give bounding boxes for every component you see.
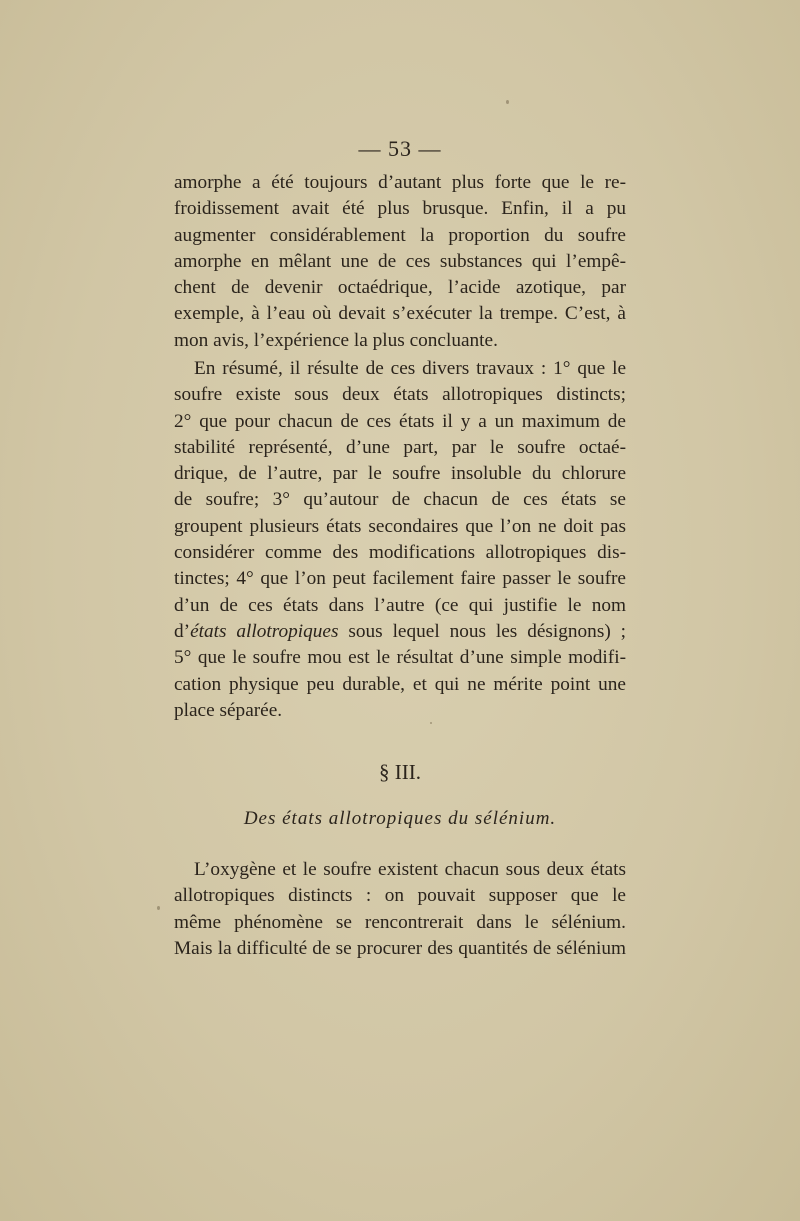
section-mark: § III. [379,760,421,784]
paragraph-2 [174,356,626,724]
text-line: amorphe en mêlant une de ces substances qui l’empê- [174,250,626,272]
text-line: stabilité représenté, d’une part, par le soufre octaé- [174,436,626,458]
text-line: 2° que pour chacun de ces états il y a un maximum de [174,410,626,432]
italic-term: états allotropiques [190,620,339,642]
text-fragment: d’ [174,620,191,642]
text-line: froidissement avait été plus brusque. Enfin, il a pu [174,198,626,220]
text-fragment: sous lequel nous les désignons) ; [338,620,626,642]
paragraph-1 [174,170,626,354]
text-line: cation physique peu durable, et qui ne mérite point une [174,673,626,695]
paper-speck [157,906,160,910]
text-line: mon avis, l’expérience la plus concluante. [174,329,498,351]
text-line: L’oxygène et le soufre existent chacun sous deux états [194,859,626,880]
text-line: chent de devenir octaédrique, l’acide azotique, par [174,277,626,299]
text-line: groupent plusieurs états secondaires que l’on ne doit pas [174,515,626,537]
page-number: — 53 — [358,136,442,161]
text-line: allotropiques distincts : on pouvait supposer que le [174,885,626,907]
text-line: place séparée. [174,699,283,721]
text-line: d’un de ces états dans l’autre (ce qui justifie le nom [174,594,626,616]
text-line-with-italic [174,619,626,645]
text-line: même phénomène se rencontrerait dans le sélénium. [174,911,626,933]
text-line: exemple, à l’eau où devait s’exécuter la trempe. C’est, à [174,303,626,325]
text-line: En résumé, il résulte de ces divers travaux : 1° que le [194,358,626,379]
text-line: augmenter considérablement la proportion du soufre [174,224,626,246]
text-line: tinctes; 4° que l’on peut facilement faire passer le soufre [174,568,626,590]
section-title: Des états allotropiques du sélénium. [243,808,557,829]
text-line: considérer comme des modifications allotropiques dis- [174,542,626,564]
text-line: Mais la difficulté de se procurer des quantités de sélénium [174,937,626,959]
paper-speck [506,100,509,104]
paragraph-3 [174,857,626,962]
text-line: drique, de l’autre, par le soufre insoluble du chlorure [174,463,626,485]
text-line: soufre existe sous deux états allotropiques distincts; [174,384,626,406]
text-line: amorphe a été toujours d’autant plus forte que le re- [174,172,626,193]
text-line: 5° que le soufre mou est le résultat d’une simple modifi- [174,647,626,669]
text-line: de soufre; 3° qu’autour de chacun de ces états se [174,489,626,511]
